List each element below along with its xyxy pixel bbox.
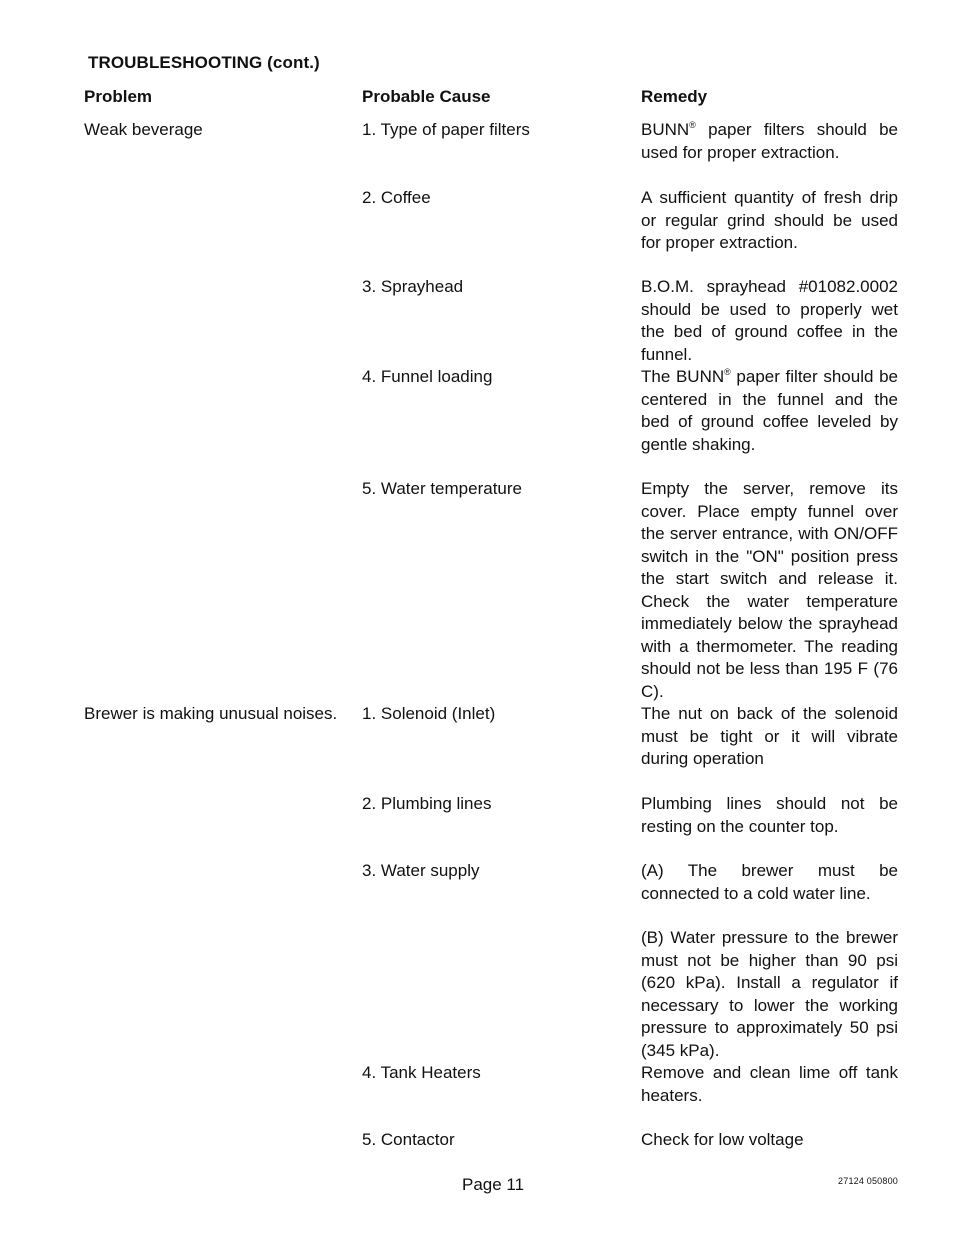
cause-water-temperature: 5. Water temperature xyxy=(362,479,522,498)
problem-weak-beverage: Weak beverage xyxy=(84,120,203,139)
page-number: Page 11 xyxy=(462,1175,525,1194)
cause-paper-filters: 1. Type of paper filters xyxy=(362,120,530,139)
remedy-coffee: A sufficient quantity of fresh drip or regular grind should be used for proper extraction. xyxy=(641,188,898,252)
remedy-water-supply-a: (A) The brewer must be connected to a cold water line. xyxy=(641,861,898,903)
cause-contactor: 5. Contactor xyxy=(362,1130,455,1149)
problem-unusual-noises: Brewer is making unusual noises. xyxy=(84,704,338,723)
remedy-water-supply-b: (B) Water pressure to the brewer must not be higher than 90 psi (620 kPa). Install a regulator if necessary to lower the working pressure to approximately 50 psi (345 kPa). xyxy=(641,928,898,1060)
cause-water-supply: 3. Water supply xyxy=(362,861,480,880)
remedy-contactor: Check for low voltage xyxy=(641,1130,804,1149)
document-code: 27124 050800 xyxy=(838,1176,898,1186)
remedy-plumbing-lines: Plumbing lines should not be resting on the counter top. xyxy=(641,794,898,836)
page-title: TROUBLESHOOTING (cont.) xyxy=(88,53,320,72)
remedy-funnel-loading: The BUNN® paper filter should be centered in the funnel and the bed of ground coffee leveled by gentle shaking. xyxy=(641,367,898,454)
remedy-paper-filters: BUNN® paper filters should be used for proper extraction. xyxy=(641,120,898,162)
cause-solenoid: 1. Solenoid (Inlet) xyxy=(362,704,496,723)
remedy-tank-heaters: Remove and clean lime off tank heaters. xyxy=(641,1063,898,1105)
header-problem: Problem xyxy=(84,87,153,106)
remedy-water-temperature: Empty the server, remove its cover. Place empty funnel over the server entrance, with ON/OFF switch in the "ON" position press the start switch and release it. Check the water temperature immediately below the sprayhead with a thermometer. The reading should not be less than 195 F (76 C). xyxy=(641,479,898,701)
header-remedy: Remedy xyxy=(641,87,708,106)
cause-tank-heaters: 4. Tank Heaters xyxy=(362,1063,481,1082)
cause-plumbing-lines: 2. Plumbing lines xyxy=(362,794,492,813)
header-probable-cause: Probable Cause xyxy=(362,87,491,106)
cause-coffee: 2. Coffee xyxy=(362,188,431,207)
remedy-sprayhead: B.O.M. sprayhead #01082.0002 should be used to properly wet the bed of ground coffee in the funnel. xyxy=(641,277,898,364)
cause-sprayhead: 3. Sprayhead xyxy=(362,277,464,296)
cause-funnel-loading: 4. Funnel loading xyxy=(362,367,493,386)
remedy-solenoid: The nut on back of the solenoid must be tight or it will vibrate during operation xyxy=(641,704,898,768)
